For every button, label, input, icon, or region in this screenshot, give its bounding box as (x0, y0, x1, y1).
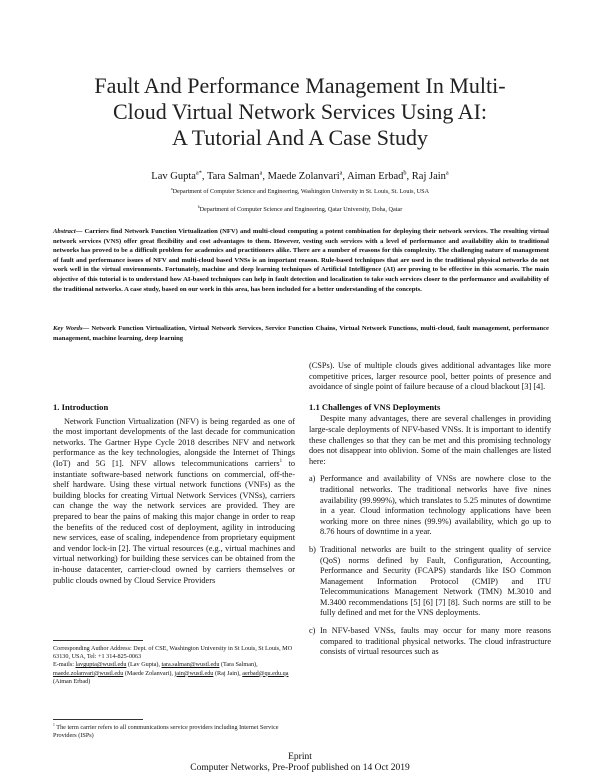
email-owner: (Maede Zolanvari), (123, 669, 175, 677)
paragraph-text: to instantiate software-based network functions on commercial, off-the-shelf hardware. Using these virtual network functions (VNFs) as the building blocks for creating Virtual Network Services (VNSs), carriers can change the way the network services are provided. They are prepared to bear the pains of making this major change in order to reap the benefits of the reduced cost of deployment, agility in introducing new services, ease of scaling, independence from proprietary equipment and vendor lock-in [2]. The virtual resources (e.g., virtual machines and virtual networking) for building these services can be obtained from the in-house datacenter, carrier-cloud owned by carriers themselves or public clouds owned by Cloud Service Providers (53, 458, 295, 585)
list-item (309, 626, 551, 658)
paragraph-text: Network Function Virtualization (NFV) is being regarded as one of the most important developments of the last decade for communication networks. The Gartner Hype Cycle 2018 describes NFV and network performance as the key technologies, alongside the Internet of Things (IoT) and 5G [1]. NFV allows telecommunications carriers (53, 416, 295, 468)
email-link[interactable]: maede.zolanvari@wustl.edu (53, 669, 124, 677)
list-item-label: a) (309, 474, 316, 484)
author-sup: a (339, 169, 343, 177)
affiliation-sup: a (170, 186, 173, 191)
author-sup: b (403, 169, 407, 177)
paper-title (40, 73, 560, 151)
affiliation-sup: b (197, 204, 200, 209)
title-line: Cloud Virtual Network Services Using AI: (112, 99, 488, 124)
author-sup: a (445, 169, 449, 177)
author-sup: a (259, 169, 263, 177)
author-name: Tara Salman (206, 171, 260, 182)
keywords-text: — Network Function Virtualization, Virtual Network Services, Service Function Chains, Virtual Network Functions, multi-cloud, fault management, performance management, machine learning, deep learning (53, 325, 549, 342)
list-item-text: Traditional networks are built to the stringent quality of service (QoS) norms defined by Fault, Configuration, Accounting, Performance and Security (FCAPS) standards like ISO Common Management Information Protocol (CMIP) and ITU Telecommunications Management Network (TMN) M.3010 and M.3400 recommendations [5] [6] [7] [8]. Such norms are still to be fully defined and met for the VNS deployments. (320, 544, 551, 618)
email-owner: (Lav Gupta), (126, 661, 162, 669)
email-owner: (Raj Jain), (213, 669, 243, 677)
page-footer (0, 752, 600, 774)
author-name: Maede Zolanvari (267, 171, 340, 182)
abstract-text: — Carriers find Network Function Virtualization (NFV) and multi-cloud computing a potent combination for deploying their network services. The resulting virtual network services (VNS) offer great flexibility and cost advantages to them. However, vesting such services with a level of performance and availability akin to traditional networks has proved to be a difficult problem for academics and practitioners alike. There are a number of reasons for this complexity. The challenging nature of management of fault and performance issues of NFV and multi-cloud based VNSs is an important reason. Rule-based techniques that are used in the traditional physical networks do not work well in the virtual environments. Fortunately, machine and deep learning techniques of Artificial Intelligence (AI) are proving to be effective in this scenario. The main objective of this tutorial is to understand how AI-based techniques can help in fault detection and localization to take such services closer to the performance and availability of the traditional networks. A case study, based on our work in this area, has been included for a better understanding of the concepts. (53, 228, 549, 293)
email-label: E-mails: (53, 661, 76, 669)
author-sup: a* (195, 169, 202, 177)
email-link[interactable]: aerbad@qu.edu.qa (242, 669, 289, 677)
keywords-label: Key Words (53, 325, 83, 332)
footnote-divider (53, 640, 143, 641)
footer-eprint: Eprint (288, 752, 312, 762)
footer-publication: Computer Networks, Pre-Proof published on 14 Oct 2019 (190, 763, 410, 773)
author-name: Raj Jain (411, 171, 446, 182)
email-owner: (Aiman Erbad) (53, 677, 91, 685)
title-line: Fault And Performance Management In Multi- (94, 73, 506, 98)
corresponding-author-note (53, 645, 295, 686)
list-item-label: b) (309, 544, 316, 554)
intro-paragraph (53, 417, 295, 587)
list-item-text: In NFV-based VNSs, faults may occur for many more reasons compared to traditional physical networks. The cloud infrastructure consists of virtual resources such as (320, 626, 551, 657)
affiliation-b (40, 206, 560, 213)
list-item-label: c) (309, 626, 316, 636)
list-item (309, 474, 551, 538)
left-column (53, 402, 295, 586)
footnote (53, 724, 295, 740)
correspondence-address: Corresponding Author Address: Dept. of CSE, Washington University in St Louis, St Louis, MO 63130, USA, Tel: +1 314-825-0063 (53, 645, 293, 661)
list-item-text: Performance and availability of VNSs are nowhere close to the traditional networks. The traditional networks have five nines availability (99.999%), which translates to 5.25 minutes of downtime in a year. Cloud information technology applications have been working more on three nines (99.9%) availability, which go up to 8.76 hours of downtime in a year. (320, 474, 551, 537)
footnote-marker[interactable]: 1 (279, 459, 283, 465)
affiliation-text: Department of Computer Science and Engineering, Qatar University, Doha, Qatar (199, 206, 403, 213)
affiliation-text: Department of Computer Science and Engineering, Washington University in St. Louis, St. Louis, USA (172, 188, 430, 195)
section-heading: 1. Introduction (53, 402, 109, 412)
footnote-text: The term carrier refers to all communications service providers including Internet Service Providers (ISPs) (53, 724, 279, 740)
email-link[interactable]: lavgupta@wustl.edu (75, 661, 127, 669)
author-name: Aiman Erbad (347, 171, 404, 182)
intro-paragraph-continued: (CSPs). Use of multiple clouds gives additional advantages like more competitive prices, larger resource pool, better points of presence and avoidance of single point of failure because of a cloud blackout [3] [4]. (309, 361, 551, 392)
list-item (309, 545, 551, 619)
abstract-label: Abstract (53, 228, 76, 235)
footnote-sup: 1 (53, 722, 55, 727)
challenges-paragraph: Despite many advantages, there are several challenges in providing large-scale deployments of NFV-based VNSs. It is important to identify these challenges so that they can be met and this promising technology does not disappear into oblivion. Some of the main challenges are listed here: (309, 414, 551, 466)
subsection-heading: 1.1 Challenges of VNS Deployments (309, 401, 441, 412)
email-link[interactable]: jain@wustl.edu (174, 669, 214, 677)
author-list: Lav Gupta$^{a*}$, Tara Salman$^a$, Maede Zolanvari$^a$, Aiman Erbad$^b$, Raj Jain$^a$ (151, 169, 449, 182)
abstract (53, 227, 549, 294)
affiliation-a (40, 188, 560, 195)
email-owner: (Tara Salman), (219, 661, 258, 669)
keywords (53, 324, 549, 343)
footnote-divider (53, 719, 143, 720)
author-name: Lav Gupta (151, 171, 196, 182)
right-column (309, 361, 551, 658)
title-line: A Tutorial And A Case Study (171, 125, 429, 150)
email-link[interactable]: tara.salman@wustl.edu (161, 661, 220, 669)
